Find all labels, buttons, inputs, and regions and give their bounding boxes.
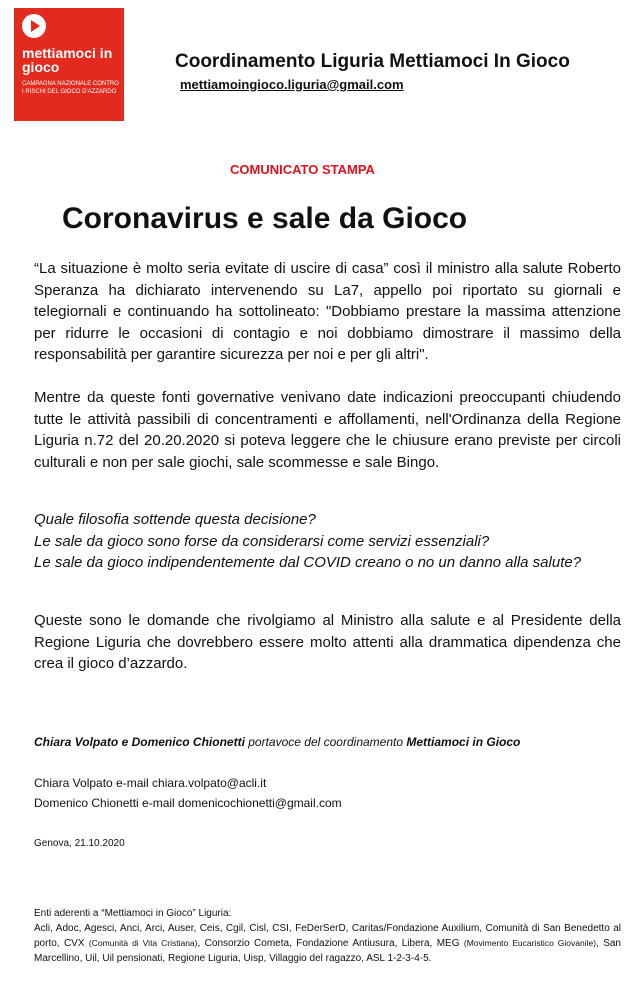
paragraph-ordinance: Mentre da queste fonti governative venivano date indicazioni preoccupanti chiudendo tutte le attività passibili di concentramenti e affollamenti, nell'Ordinanza della Regione Liguria n.72 del 20.20.2020 si poteva leggere che le chiusure erano previste per circoli culturali e non per sale giochi, sale scommesse e sale Bingo. [34, 389, 621, 471]
questions-block [34, 509, 621, 574]
place-date: Genova, 21.10.2020 [34, 838, 125, 849]
member-list-note-meg: (Movimento Eucaristico Giovanile) [463, 938, 597, 948]
question-essential-services: Le sale da gioco sono forse da considerarsi come servizi essenziali? [34, 532, 490, 550]
press-release-label: COMUNICATO STAMPA [230, 162, 375, 177]
signature-line [34, 735, 520, 749]
campaign-logo [14, 8, 124, 121]
play-icon [22, 14, 46, 38]
footer-member-list [34, 921, 621, 966]
paragraph-intro: “La situazione è molto seria evitate di uscire di casa” così il ministro alla salute Roberto Speranza ha dichiarato intervenendo su La7, appello poi riportato su giornali e telegiornali e continuando ha sottolineato: "Dobbiamo prestare la massima attenzione per ridurre le occasioni di contagio e noi dobbiamo dimostrare il massimo della responsabilità per garantire sicurezza per noi e per gli altri". [34, 260, 621, 363]
page-title: Coronavirus e sale da Gioco [62, 202, 468, 235]
header-title: Coordinamento Liguria Mettiamoci In Gioco [175, 51, 570, 72]
question-health-damage: Le sale da gioco indipendentemente dal COVID creano o no un danno alla salute? [34, 554, 582, 571]
signature-org: Mettiamoci in Gioco [406, 735, 521, 749]
logo-subtitle: CAMPAGNA NAZIONALE CONTRO I RISCHI DEL GIOCO D'AZZARDO [22, 81, 119, 95]
signature-role: portavoce del coordinamento [244, 735, 407, 749]
contact-volpato: Chiara Volpato e-mail chiara.volpato@acli.it [34, 776, 267, 790]
logo-name: mettiamoci in gioco [22, 45, 113, 75]
member-list-part-a: Acli, Adoc, Agesci, Anci, Arci, Auser, Ceis, Cgil, Cisl, CSI, FeDerSerD, Caritas/Fondazione Auxilium, Comunità di San Benedetto al porto, CVX [34, 923, 621, 949]
question-philosophy: Quale filosofia sottende questa decisione? [34, 511, 316, 528]
signature-names: Chiara Volpato e Domenico Chionetti [34, 735, 245, 749]
header-email-link[interactable]: mettiamoingioco.liguria@gmail.com [180, 77, 404, 92]
member-list-note-cvx: (Comunità di Vita Cristiana) [88, 938, 198, 948]
member-list-part-b: , Consorzio Cometa, Fondazione Antiusura, Libera, MEG [197, 938, 464, 949]
paragraph-closing: Queste sono le domande che rivolgiamo al Ministro alla salute e al Presidente della Regione Liguria che dovrebbero essere molto attenti alla drammatica dipendenza che crea il gioco d’azzardo. [34, 612, 621, 672]
footer-members [34, 906, 621, 966]
contact-chionetti: Domenico Chionetti e-mail domenicochionetti@gmail.com [34, 796, 342, 810]
footer-heading: Enti aderenti a “Mettiamoci in Gioco” Liguria: [34, 908, 232, 919]
member-list-part-c: , San Marcellino, Uil, Uil pensionati, Regione Liguria, Uisp, Villaggio del ragazzo, ASL 1-2-3-4-5. [34, 938, 621, 964]
